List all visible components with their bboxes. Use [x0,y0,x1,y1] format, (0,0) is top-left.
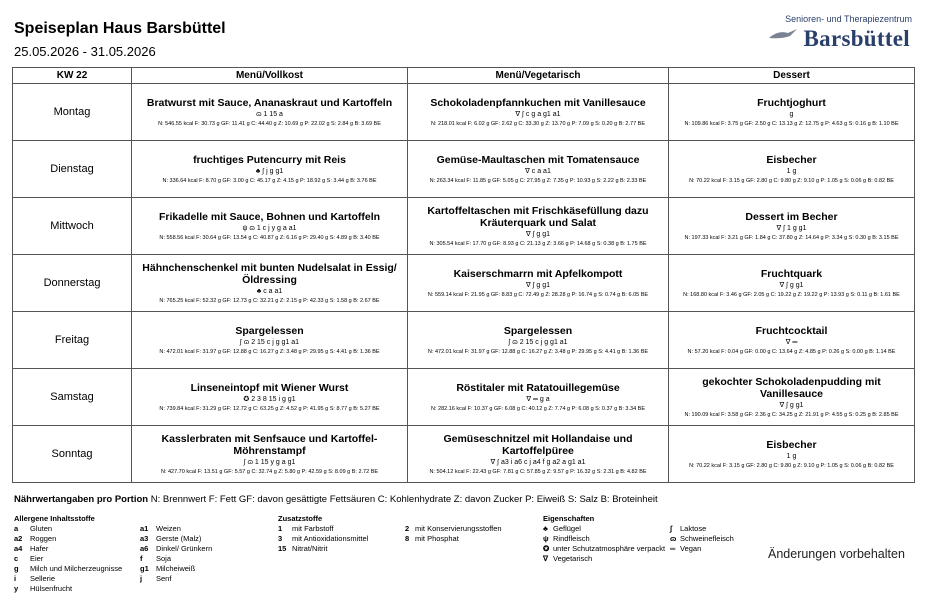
allergen-codes: ∇ ∫ g g1 [779,401,804,409]
nutrition-info: N: 739.84 kcal F: 31.29 g GF: 12.72 g C: 63.25 g Z: 4.52 g P: 41.95 g S: 8.77 g B: 5.27 BE [159,405,380,412]
dish-name: gekochter Schokoladenpudding mit Vanillesauce [702,375,881,400]
additive-legend-2 [405,524,502,544]
menu-cell [669,141,915,198]
nutrition-legend-text: N: Brennwert F: Fett GF: davon gesättigte Fettsäuren C: Kohlenhydrate Z: davon Zucker P: Eiweiß S: Salz B: Broteinheit [148,494,658,505]
dish-name: Fruchtcocktail [755,324,828,337]
additive-legend-title: Zusatzstoffe [278,514,323,523]
nutrition-info: N: 427.70 kcal F: 13.51 g GF: 5.57 g C: 32.74 g Z: 5.80 g P: 42.59 g S: 8.09 g B: 2.72 BE [160,468,379,475]
legend-key: ɷ [670,534,677,543]
legend-item [670,544,734,554]
legend-item [405,524,502,534]
logo [768,12,918,52]
nutrition-info: N: 57.20 kcal F: 0.04 g GF: 0.00 g C: 13.64 g Z: 4.85 g P: 0.26 g S: 0.00 g B: 1.14 BE [687,348,896,355]
table-row [13,426,915,483]
legend-item [14,544,122,554]
table-header-row [13,68,915,84]
legend-item [140,554,212,564]
legend-value: Gluten [30,524,53,533]
nutrition-info: N: 305.54 kcal F: 17.70 g GF: 8.93 g C: 21.13 g Z: 3.66 g P: 14.68 g S: 0.38 g B: 1.75 BE [429,240,647,247]
legend-key: y [14,584,19,593]
properties-list-2 [670,524,734,554]
dish-name: Eisbecher [766,153,817,166]
legend-key: ═ [670,544,676,553]
allergen-codes: ψ ɷ 1 c j y g a a1 [242,224,297,232]
allergen-legend-2 [140,524,212,584]
menu-cell [669,312,915,369]
nutrition-info: N: 70.22 kcal F: 3.15 g GF: 2.80 g C: 9.80 g Z: 9.10 g P: 1.05 g S: 0.06 g B: 0.82 BE [689,177,894,184]
legend-item [140,574,212,584]
menu-cell [132,198,408,255]
allergen-codes: 1 g [786,167,797,175]
nutrition-info: N: 546.55 kcal F: 30.73 g GF: 11.41 g C: 44.40 g Z: 10.69 g P: 22.02 g S: 2.84 g B: 3.69 BE [158,120,381,127]
legend-value: Hafer [30,544,49,553]
legend-value: Schweinefleisch [680,534,734,543]
header-vollkost: Menü/Vollkost [132,68,408,84]
dish-name: Eisbecher [766,438,817,451]
day-label: Sonntag [13,426,132,483]
nutrition-info: N: 190.09 kcal F: 3.58 g GF: 2.36 g C: 34.25 g Z: 21.91 g P: 4.55 g S: 0.25 g B: 2.85 BE [684,411,899,418]
legend-value: mit Phosphat [415,534,459,543]
legend-value: Vegetarisch [553,554,593,563]
allergen-codes: 1 g [786,452,797,460]
table-row [13,312,915,369]
legend-item [140,564,212,574]
day-label: Samstag [13,369,132,426]
changes-note: Änderungen vorbehalten [768,547,905,561]
legend-value: Geflügel [553,524,581,533]
legend-value: Vegan [680,544,702,553]
day-label: Freitag [13,312,132,369]
allergen-list-2 [140,524,212,584]
legend-item [14,574,122,584]
legend-value: Roggen [30,534,57,543]
legend-value: Milcheiweiß [156,564,196,573]
legend-value: Weizen [156,524,181,533]
allergen-codes: ∇ ∫ 1 g g1 [776,224,807,232]
dish-name: Gemüse-Maultaschen mit Tomatensauce [436,153,640,166]
legend-item [14,554,122,564]
nutrition-info: N: 504.12 kcal F: 22.43 g GF: 7.81 g C: 57.85 g Z: 9.57 g P: 16.32 g S: 2.31 g B: 4.82 BE [429,468,647,475]
additive-legend [278,514,368,554]
menu-cell [669,198,915,255]
legend-value: Dinkel/ Grünkern [156,544,213,553]
legend-key: a4 [14,544,23,553]
legend-item [670,534,734,544]
table-row [13,255,915,312]
day-label: Montag [13,84,132,141]
header-dessert: Dessert [669,68,915,84]
additive-list-2 [405,524,502,544]
legend-value: Sellerie [30,574,56,583]
header-vegetarisch: Menü/Vegetarisch [408,68,669,84]
table-row [13,141,915,198]
dish-name: Dessert im Becher [745,210,838,223]
day-label: Mittwoch [13,198,132,255]
dish-name: Kartoffeltaschen mit Frischkäsefüllung dazu Kräuterquark und Salat [427,204,649,229]
legend-key: f [140,554,143,563]
legend-item [405,534,502,544]
legend-key: 3 [278,534,283,543]
allergen-codes: ∇ ∫ g g1 [525,230,551,238]
nutrition-info: N: 558.56 kcal F: 30.64 g GF: 13.54 g C: 40.87 g Z: 6.16 g P: 29.40 g S: 4.89 g B: 3.40 BE [159,234,380,241]
legend-key: 2 [405,524,410,533]
dish-name: fruchtiges Putencurry mit Reis [193,153,346,166]
legend-item [278,544,368,554]
menu-cell [669,426,915,483]
legend-value: Hülsenfrucht [30,584,73,593]
menu-cell [132,141,408,198]
allergen-codes: ∇ ═ g a [526,395,550,403]
nutrition-info: N: 168.80 kcal F: 3.46 g GF: 2.05 g C: 19.22 g Z: 19.22 g P: 13.93 g S: 0.11 g B: 1.61 BE [683,291,900,298]
dish-name: Spargelessen [503,324,573,337]
legend-key: a1 [140,524,149,533]
dish-name: Bratwurst mit Sauce, Ananaskraut und Kartoffeln [146,96,393,109]
page-title: Speiseplan Haus Barsbüttel [14,20,226,37]
dish-name: Frikadelle mit Sauce, Bohnen und Kartoffeln [158,210,381,223]
properties-legend [543,514,665,564]
legend-key: a [14,524,19,533]
nutrition-info: N: 765.25 kcal F: 52.32 g GF: 12.73 g C: 32.21 g Z: 2.15 g P: 42.33 g S: 1.58 g B: 2.67 BE [159,297,380,304]
allergen-codes: ∫ ɷ 2 15 c j g g1 a1 [508,338,568,346]
menu-cell [132,426,408,483]
legend-key: c [14,554,19,563]
dish-name: Röstitaler mit Ratatouillegemüse [456,381,620,394]
legend-item [140,534,212,544]
allergen-codes: ∇ ∫ c g a g1 a1 [515,110,561,118]
legend-key: g [14,564,19,573]
legend-value: Milch und Milcherzeugnisse [30,564,123,573]
legend-item [543,534,665,544]
legend-key: 1 [278,524,283,533]
day-label: Donnerstag [13,255,132,312]
properties-list-1 [543,524,665,564]
legend-value: unter Schutzatmosphäre verpackt [553,544,666,553]
legend-value: Nitrat/Nitrit [292,544,328,553]
allergen-legend [14,514,122,594]
allergen-codes: ∇ ∫ g g1 [779,281,804,289]
menu-cell [408,198,669,255]
nutrition-info: N: 109.86 kcal F: 3.75 g GF: 2.50 g C: 13.13 g Z: 12.75 g P: 4.63 g S: 0.16 g B: 1.10 BE [684,120,899,127]
menu-cell [132,369,408,426]
dish-name: Fruchtjoghurt [757,96,826,109]
legend-item [14,564,122,574]
legend-item [140,524,212,534]
dish-name: Linseneintopf mit Wiener Wurst [190,381,349,394]
allergen-list-1 [14,524,122,594]
legend-item [278,534,368,544]
legend-value: Rindfleisch [553,534,590,543]
allergen-codes: ♣ ∫ j g g1 [255,167,284,175]
dish-name: Fruchtquark [760,267,823,280]
legend-value: mit Antioxidationsmittel [292,534,369,543]
legend-value: Senf [156,574,172,583]
legend-value: Laktose [680,524,707,533]
dish-name: Kasslerbraten mit Senfsauce und Kartoffel-Möhrenstampf [161,432,378,457]
legend-key: ✪ [543,544,550,553]
menu-cell [669,255,915,312]
legend-item [278,524,368,534]
legend-value: Soja [156,554,172,563]
allergen-codes: ∇ ∫ a3 i a6 c j a4 f g a2 a g1 a1 [490,458,586,466]
menu-cell [132,312,408,369]
nutrition-info: N: 218.01 kcal F: 6.02 g GF: 2.62 g C: 33.30 g Z: 13.70 g P: 7.09 g S: 0.20 g B: 2.77 BE [430,120,646,127]
legend-key: a6 [140,544,149,553]
allergen-codes: ∫ ɷ 1 15 y g a g1 [243,458,296,466]
legend-key: 15 [278,544,287,553]
allergen-codes: ✪ 2 3 8 15 i g g1 [243,395,296,403]
nutrition-info: N: 282.16 kcal F: 10.37 g GF: 6.08 g C: 40.12 g Z: 7.74 g P: 6.08 g S: 0.37 g B: 3.34 BE [430,405,646,412]
nutrition-legend-label: Nährwertangaben pro Portion [14,494,149,505]
logo-name: Barsbüttel [803,26,910,51]
menu-cell [408,84,669,141]
header-week: KW 22 [13,68,132,84]
menu-cell [132,255,408,312]
allergen-codes: ∇ ∫ g g1 [525,281,551,289]
properties-legend-2 [670,524,734,554]
allergen-codes: ∇ c a a1 [525,167,551,175]
allergen-codes: ɷ 1 15 a [256,110,283,118]
menu-cell [408,141,669,198]
menu-cell [408,426,669,483]
legend-key: g1 [140,564,149,573]
table-row [13,369,915,426]
legend-key: a3 [140,534,149,543]
allergen-codes: g [789,110,794,118]
menu-cell [132,84,408,141]
nutrition-info: N: 336.64 kcal F: 8.70 g GF: 3.00 g C: 45.17 g Z: 4.15 g P: 18.92 g S: 3.44 g B: 3.76 BE [162,177,377,184]
allergen-legend-title: Allergene Inhaltsstoffe [14,514,95,523]
nutrition-info: N: 197.33 kcal F: 3.21 g GF: 1.84 g C: 37.80 g Z: 14.64 g P: 3.34 g S: 0.30 g B: 3.15 BE [684,234,899,241]
legend-item [543,554,665,564]
legend-item [543,544,665,554]
allergen-codes: ∇ ═ [785,338,798,346]
nutrition-info: N: 559.14 kcal F: 21.95 g GF: 8.83 g C: 72.49 g Z: 28.28 g P: 16.74 g S: 0.74 g B: 6.05 BE [427,291,649,298]
date-range: 25.05.2026 - 31.05.2026 [14,44,156,59]
legend-key: ψ [543,534,549,543]
menu-cell [408,255,669,312]
additive-list-1 [278,524,368,554]
legend-value: mit Farbstoff [292,524,334,533]
legend-key: i [14,574,17,583]
nutrition-info: N: 70.22 kcal F: 3.15 g GF: 2.80 g C: 9.80 g Z: 9.10 g P: 1.05 g S: 0.06 g B: 0.82 BE [689,462,894,469]
bird-icon [768,26,798,46]
menu-cell [408,312,669,369]
nutrition-info: N: 472.01 kcal F: 31.97 g GF: 12.88 g C: 16.27 g Z: 3.48 g P: 29.95 g S: 4.41 g B: 1.36 BE [159,348,380,355]
legend-item [140,544,212,554]
legend-key: ∫ [670,524,673,533]
table-row [13,84,915,141]
legend-item [14,524,122,534]
logo-tagline: Senioren- und Therapiezentrum [785,14,912,24]
menu-cell [669,369,915,426]
legend-value: mit Konservierungsstoffen [415,524,502,533]
legend-key: 8 [405,534,410,543]
allergen-codes: ♣ c a a1 [256,287,283,295]
table-row [13,198,915,255]
nutrition-legend [14,494,658,505]
legend-item [14,584,122,594]
legend-item [543,524,665,534]
legend-value: Gerste (Malz) [156,534,202,543]
legend-key: j [140,574,143,583]
legend-value: Eier [30,554,44,563]
day-label: Dienstag [13,141,132,198]
legend-key: a2 [14,534,23,543]
properties-legend-title: Eigenschaften [543,514,595,523]
legend-key: ∇ [543,554,549,563]
menu-table [12,67,915,483]
dish-name: Spargelessen [235,324,304,337]
menu-cell [408,369,669,426]
dish-name: Gemüseschnitzel mit Hollandaise und Kartoffelpüree [443,432,633,457]
legend-key: ♣ [543,524,548,533]
dish-name: Kaiserschmarrn mit Apfelkompott [453,267,623,280]
allergen-codes: ∫ ɷ 2 15 c j g g1 a1 [239,338,300,346]
dish-name: Schokoladenpfannkuchen mit Vanillesauce [430,96,646,109]
menu-cell [669,84,915,141]
nutrition-info: N: 472.01 kcal F: 31.97 g GF: 12.88 g C: 16.27 g Z: 3.48 g P: 29.95 g S: 4.41 g B: 1.36 BE [427,348,649,355]
dish-name: Hähnchenschenkel mit bunten Nudelsalat in Essig/Öldressing [142,261,397,286]
legend-item [670,524,734,534]
nutrition-info: N: 263.34 kcal F: 11.85 g GF: 5.05 g C: 27.95 g Z: 7.35 g P: 10.93 g S: 2.22 g B: 2.33 BE [429,177,647,184]
legend-item [14,534,122,544]
